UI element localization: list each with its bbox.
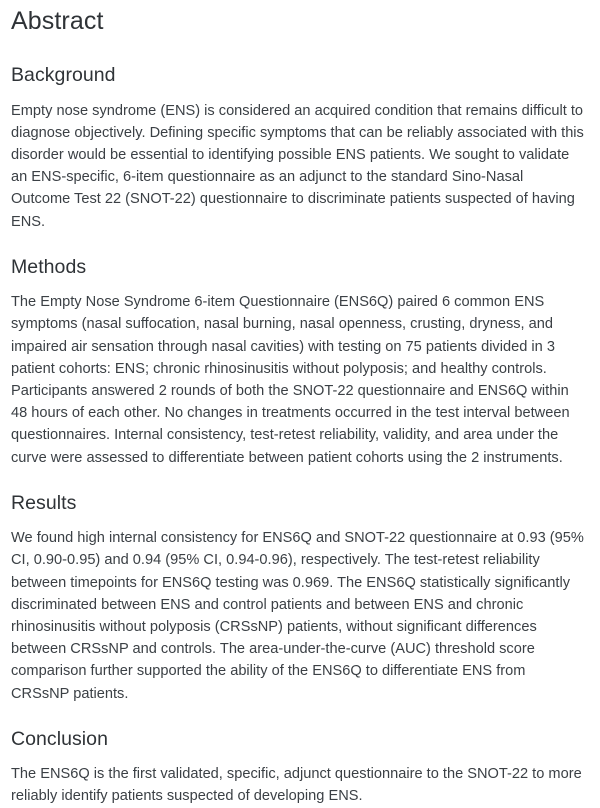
section-heading-results: Results [11,491,77,514]
section-heading-conclusion: Conclusion [11,727,108,750]
section-heading-methods: Methods [11,255,87,278]
section-body-conclusion: The ENS6Q is the first validated, specific, adjunct questionnaire to the SNOT-22 to more reliably identify patients suspected of developing ENS. [11,766,582,805]
section-body-background: Empty nose syndrome (ENS) is considered an acquired condition that remains difficult to diagnose objectively. Defining specific symptoms that can be reliably associated with this disorder would be essential to identifying possible ENS patients. We sought to validate an ENS-specific, 6-item questionnaire as an adjunct to the standard Sino-Nasal Outcome Test 22 (SNOT-22) questionnaire to discriminate patients suspected of having ENS. [11,102,584,230]
section-methods [11,255,586,469]
section-conclusion [11,727,586,808]
page-title: Abstract [11,7,104,35]
section-results [11,491,586,705]
section-heading-background: Background [11,64,116,87]
section-background [11,63,586,233]
section-body-methods: The Empty Nose Syndrome 6-item Questionnaire (ENS6Q) paired 6 common ENS symptoms (nasal suffocation, nasal burning, nasal openness, crusting, dryness, and impaired air sensation through nasal cavities) with testing on 75 patients divided in 3 patient cohorts: ENS; chronic rhinosinusitis without polyposis; and healthy controls. Participants answered 2 rounds of both the SNOT-22 questionnaire and ENS6Q within 48 hours of each other. No changes in treatments occurred in the test interval between questionnaires. Internal consistency, test-retest reliability, validity, and area under the curve were assessed to differentiate between patient cohorts using the 2 instruments. [11,294,570,466]
section-body-results: We found high internal consistency for ENS6Q and SNOT-22 questionnaire at 0.93 (95% CI, 0.90-0.95) and 0.94 (95% CI, 0.94-0.96), respectively. The test-retest reliability between timepoints for ENS6Q testing was 0.969. The ENS6Q statistically significantly discriminated between ENS and control patients and between ENS and chronic rhinosinusitis without polyposis (CRSsNP) patients, without significant differences between CRSsNP and controls. The area-under-the-curve (AUC) threshold score comparison further supported the ability of the ENS6Q to differentiate ENS from CRSsNP patients. [11,530,584,702]
